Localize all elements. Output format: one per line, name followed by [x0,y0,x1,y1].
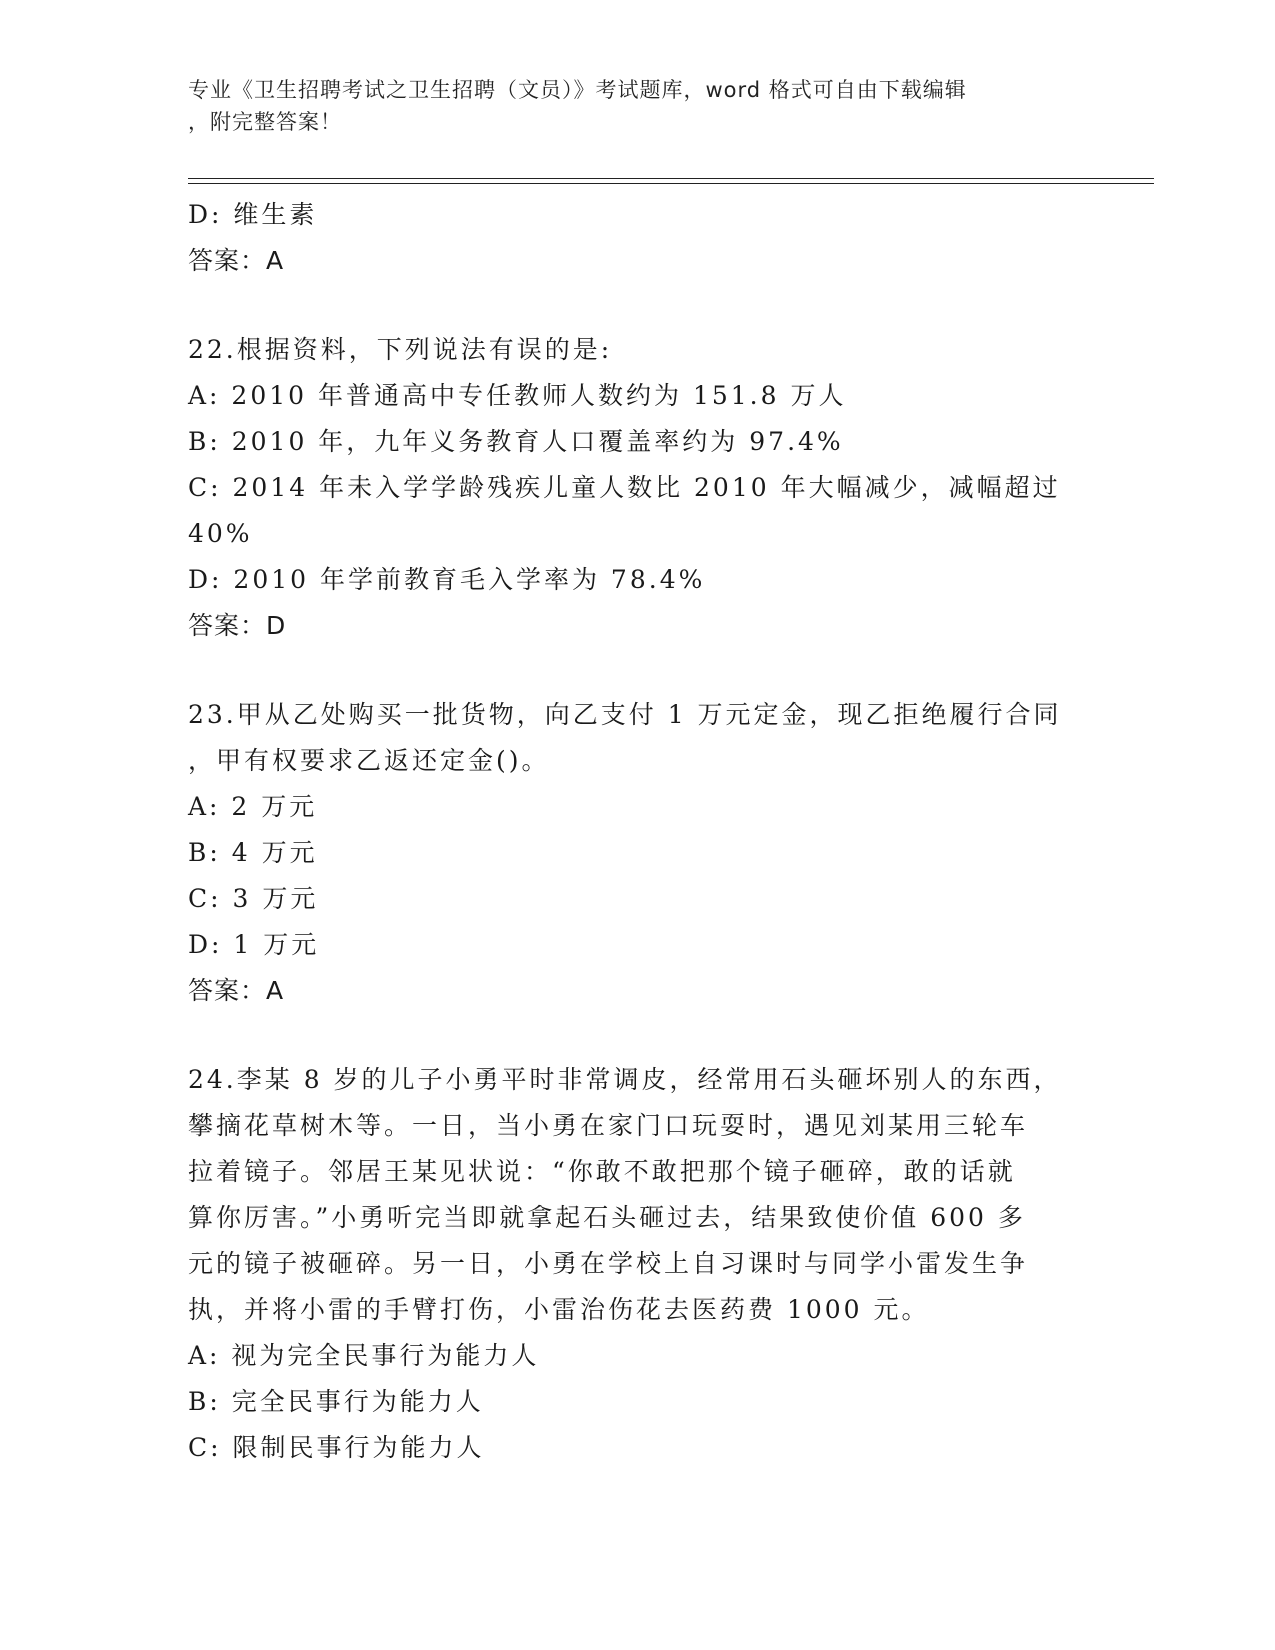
question-22 [188,327,1088,649]
question-23-stem-line: ，甲有权要求乙返还定金()。 [188,746,550,775]
question-24-stem-line: 24.李某 8 岁的儿子小勇平时非常调皮，经常用石头砸坏别人的东西， [188,1065,1062,1094]
spacer [188,1014,1088,1057]
question-24-stem-line: 算你厉害。”小勇听完当即就拿起石头砸过去，结果致使价值 600 多 [188,1203,1026,1232]
question-24-stem-line: 执，并将小雷的手臂打伤，小雷治伤花去医药费 1000 元。 [188,1295,930,1324]
question-24 [188,1057,1088,1471]
question-22-answer: 答案：D [188,611,287,640]
question-23 [188,692,1088,1014]
question-24-option-a: A: 视为完全民事行为能力人 [188,1341,540,1370]
question-23-option-b: B: 4 万元 [188,838,318,867]
spacer [188,284,1088,327]
question-22-option-d: D: 2010 年学前教育毛入学率为 78.4% [188,565,706,594]
page-header [188,74,1068,138]
question-22-option-c-cont: 40% [188,519,253,548]
header-title-line-2: ，附完整答案！ [188,110,342,134]
question-22-option-a: A: 2010 年普通高中专任教师人数约为 151.8 万人 [188,381,847,410]
question-24-option-c: C: 限制民事行为能力人 [188,1433,485,1462]
question-24-stem-line: 元的镜子被砸碎。另一日，小勇在学校上自习课时与同学小雷发生争 [188,1249,1029,1278]
question-23-option-a: A: 2 万元 [188,792,318,821]
prev-option-d: D: 维生素 [188,200,318,229]
question-content [188,192,1088,1471]
spacer [188,649,1088,692]
question-23-stem-line: 23.甲从乙处购买一批货物，向乙支付 1 万元定金，现乙拒绝履行合同 [188,700,1062,729]
question-24-option-b: B: 完全民事行为能力人 [188,1387,484,1416]
question-22-option-c: C: 2014 年未入学学龄残疾儿童人数比 2010 年大幅减少，减幅超过 [188,473,1061,502]
question-23-option-c: C: 3 万元 [188,884,319,913]
question-23-answer: 答案：A [188,976,285,1005]
question-24-stem-line: 攀摘花草树木等。一日，当小勇在家门口玩耍时，遇见刘某用三轮车 [188,1111,1029,1140]
question-23-option-d: D: 1 万元 [188,930,320,959]
prev-answer: 答案：A [188,246,285,275]
header-title-line-1: 专业《卫生招聘考试之卫生招聘（文员）》考试题库，word 格式可自由下载编辑 [188,78,967,102]
question-22-stem: 22.根据资料，下列说法有误的是: [188,335,613,364]
question-24-stem-line: 拉着镜子。邻居王某见状说：“你敢不敢把那个镜子砸碎，敢的话就 [188,1157,1016,1186]
question-22-option-b: B: 2010 年，九年义务教育人口覆盖率约为 97.4% [188,427,844,456]
header-divider [188,178,1154,184]
